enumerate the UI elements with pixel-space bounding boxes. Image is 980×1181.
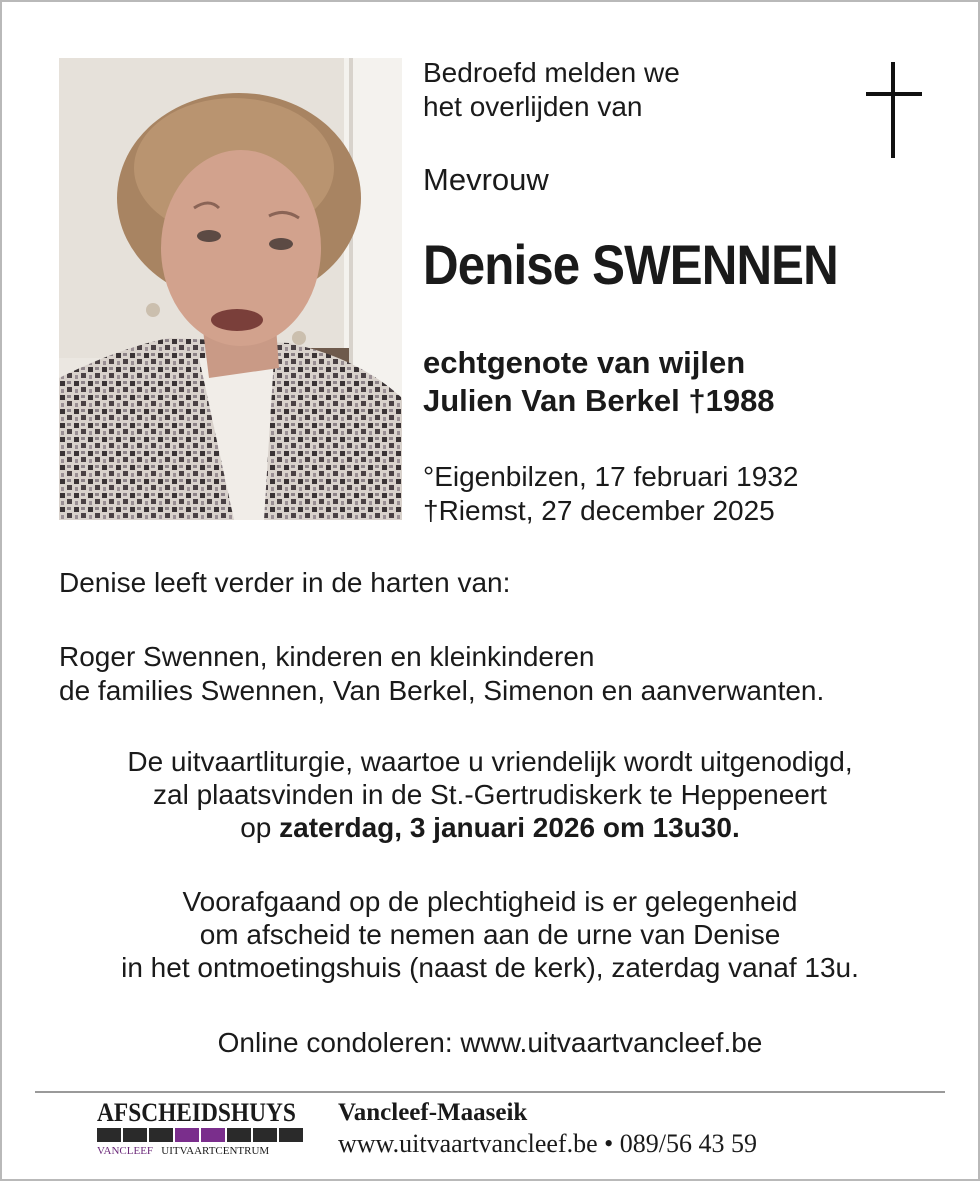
- portrait-photo: [59, 58, 402, 520]
- survivors-intro: Denise leeft verder in de harten van:: [59, 567, 511, 598]
- liturgy-prefix: op: [240, 812, 280, 843]
- deceased-name: Denise SWENNEN: [423, 233, 838, 296]
- funeral-home-contact: [338, 1098, 757, 1160]
- company-name: Vancleef-Maaseik: [338, 1099, 528, 1126]
- farewell-text: [0, 885, 980, 984]
- website-phone: www.uitvaartvancleef.be • 089/56 43 59: [338, 1129, 757, 1158]
- honorific: Mevrouw: [423, 162, 549, 197]
- intro-line-2: het overlijden van: [423, 91, 643, 122]
- survivors-line-1: Roger Swennen, kinderen en kleinkinderen: [59, 641, 595, 672]
- life-dates: [423, 460, 798, 528]
- announcement-intro: [423, 56, 680, 124]
- logo-sub-right: UITVAARTCENTRUM: [161, 1145, 270, 1157]
- spouse-line-2: Julien Van Berkel †1988: [423, 383, 775, 418]
- footer-divider: [35, 1091, 945, 1093]
- liturgy-line-1: De uitvaartliturgie, waartoe u vriendelijk wordt uitgenodigd,: [127, 746, 853, 777]
- logo-subtitle: [97, 1144, 307, 1158]
- birth-date: °Eigenbilzen, 17 februari 1932: [423, 461, 799, 492]
- afscheidshuys-logo: [97, 1100, 307, 1160]
- liturgy-text: [0, 745, 980, 844]
- survivors-line-2: de families Swennen, Van Berkel, Simenon en aanverwanten.: [59, 675, 825, 706]
- liturgy-line-3: [0, 811, 980, 844]
- spouse-info: [423, 344, 775, 420]
- farewell-line-3: in het ontmoetingshuis (naast de kerk), zaterdag vanaf 13u.: [121, 952, 859, 983]
- intro-line-1: Bedroefd melden we: [423, 57, 680, 88]
- online-condolences: Online condoleren: www.uitvaartvancleef.be: [217, 1027, 763, 1058]
- spouse-line-1: echtgenote van wijlen: [423, 345, 746, 380]
- logo-sub-left: VANCLEEF: [97, 1145, 154, 1157]
- farewell-line-2: om afscheid te nemen aan de urne van Denise: [199, 919, 781, 950]
- survivors-list: [59, 640, 824, 708]
- liturgy-date: zaterdag, 3 januari 2026 om 13u30.: [279, 812, 740, 843]
- logo-title: AFSCHEIDSHUYS: [97, 1098, 296, 1127]
- death-date: †Riemst, 27 december 2025: [423, 495, 775, 526]
- latin-cross-icon: [864, 62, 924, 158]
- logo-color-bar: [97, 1128, 303, 1142]
- farewell-line-1: Voorafgaand op de plechtigheid is er gelegenheid: [182, 886, 798, 917]
- liturgy-line-2: zal plaatsvinden in de St.-Gertrudiskerk te Heppeneert: [153, 779, 827, 810]
